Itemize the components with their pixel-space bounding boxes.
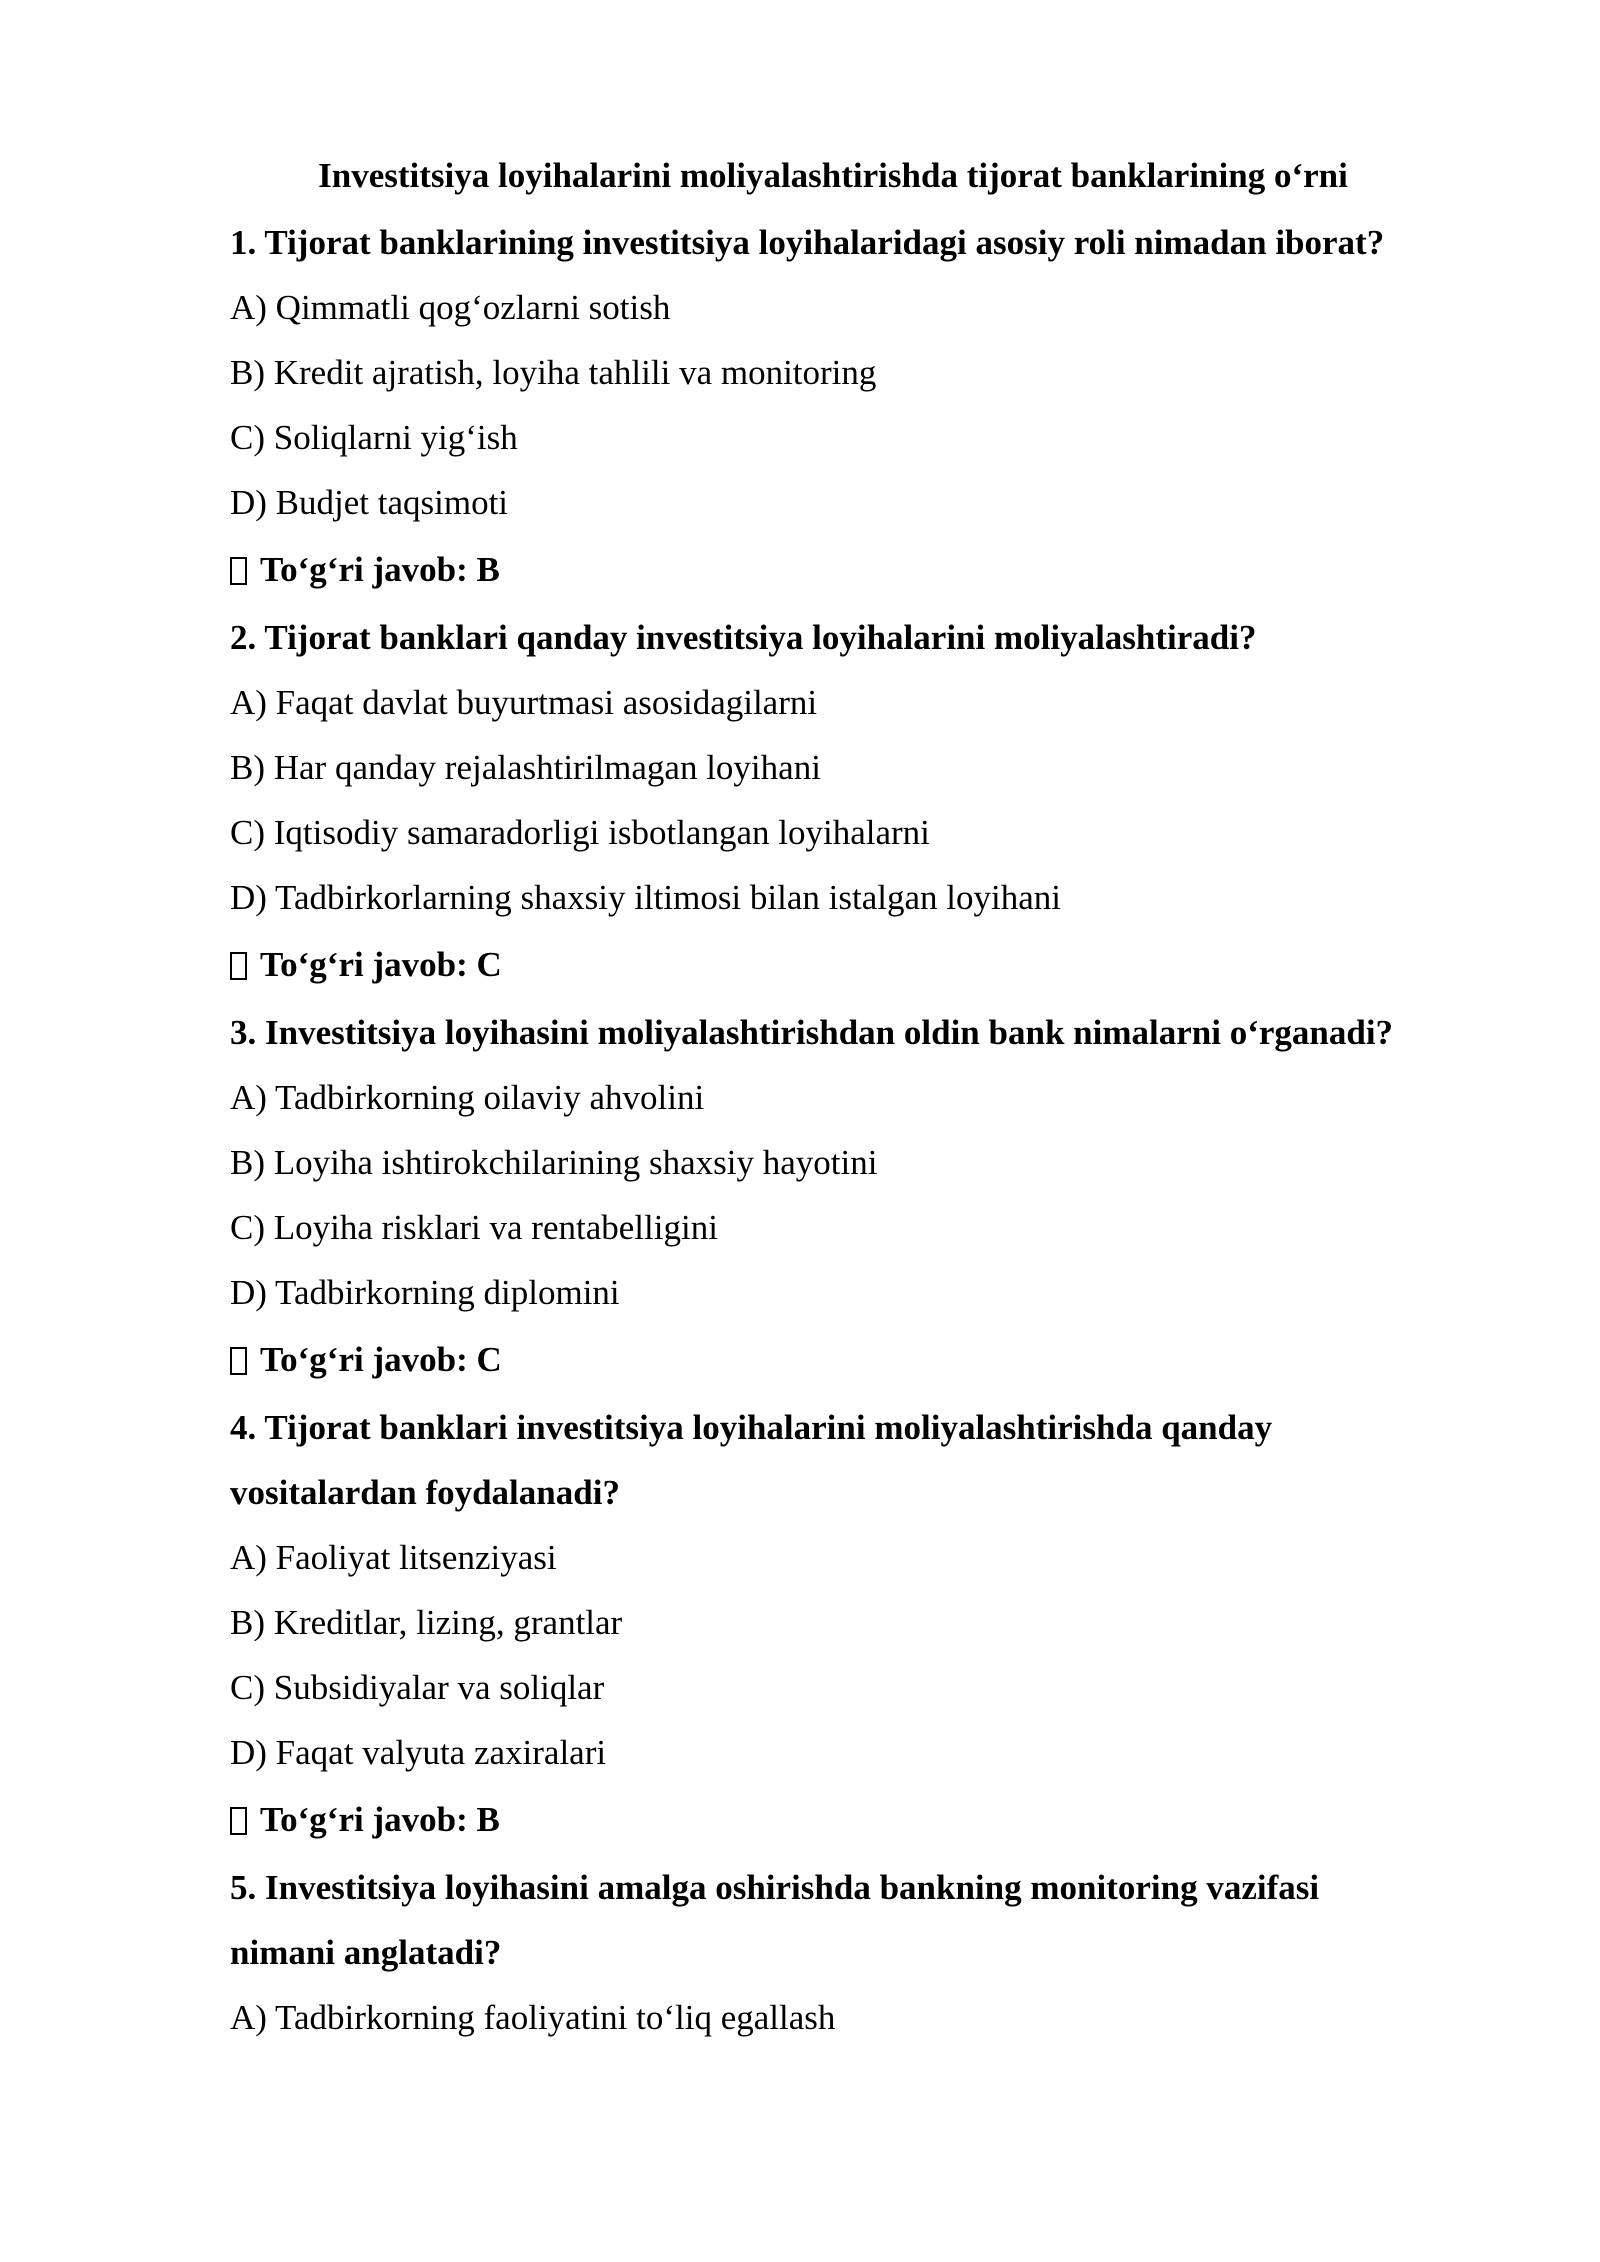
correct-answer — [230, 930, 1490, 1000]
option-b: B) Kredit ajratish, loyiha tahlili va monitoring — [230, 353, 877, 392]
missing-glyph-icon — [230, 952, 247, 980]
option-d: D) Tadbirkorlarning shaxsiy iltimosi bilan istalgan loyihani — [230, 878, 1061, 917]
question-block-4 — [230, 1395, 1490, 1855]
option-d: D) Tadbirkorning diplomini — [230, 1273, 620, 1312]
option-b: B) Kreditlar, lizing, grantlar — [230, 1603, 623, 1642]
question-text-line-1: 5. Investitsiya loyihasini amalga oshirishda bankning monitoring vazifasi — [230, 1868, 1320, 1907]
question-block-5 — [230, 1855, 1490, 2050]
option-d: D) Budjet taqsimoti — [230, 483, 509, 522]
missing-glyph-icon — [230, 557, 247, 585]
question-block-2 — [230, 605, 1490, 1000]
question-text: 2. Tijorat banklari qanday investitsiya loyihalarini moliyalashtiradi? — [230, 618, 1257, 657]
option-c: C) Iqtisodiy samaradorligi isbotlangan loyihalarni — [230, 813, 930, 852]
missing-glyph-icon — [230, 1347, 247, 1375]
correct-answer-text: To‘g‘ri javob: B — [260, 1800, 500, 1839]
option-a: A) Tadbirkorning oilaviy ahvolini — [230, 1078, 705, 1117]
option-a: A) Faqat davlat buyurtmasi asosidagilarni — [230, 683, 818, 722]
question-text-line-1: 4. Tijorat banklari investitsiya loyihalarini moliyalashtirishda qanday — [230, 1408, 1273, 1447]
correct-answer-text: To‘g‘ri javob: B — [260, 550, 500, 589]
correct-answer — [230, 535, 1490, 605]
option-d: D) Faqat valyuta zaxiralari — [230, 1733, 607, 1772]
question-text-line-2: nimani anglatadi? — [230, 1933, 502, 1972]
correct-answer-text: To‘g‘ri javob: C — [260, 1340, 502, 1379]
document-title: Investitsiya loyihalarini moliyalashtirishda tijorat banklarining o‘rni — [318, 156, 1348, 195]
correct-answer-text: To‘g‘ri javob: C — [260, 945, 502, 984]
correct-answer — [230, 1785, 1490, 1855]
option-a: A) Faoliyat litsenziyasi — [230, 1538, 557, 1577]
correct-answer — [230, 1325, 1490, 1395]
option-c: C) Soliqlarni yig‘ish — [230, 418, 518, 457]
option-c: C) Loyiha risklari va rentabelligini — [230, 1208, 718, 1247]
question-block-3 — [230, 1000, 1490, 1395]
question-text: 1. Tijorat banklarining investitsiya loyihalaridagi asosiy roli nimadan iborat? — [230, 223, 1385, 262]
question-block-1 — [230, 210, 1490, 605]
missing-glyph-icon — [230, 1807, 247, 1835]
option-b: B) Loyiha ishtirokchilarining shaxsiy hayotini — [230, 1143, 878, 1182]
quiz-content — [230, 210, 1490, 2050]
option-a: A) Tadbirkorning faoliyatini to‘liq egallash — [230, 1998, 836, 2037]
option-c: C) Subsidiyalar va soliqlar — [230, 1668, 605, 1707]
option-a: A) Qimmatli qog‘ozlarni sotish — [230, 288, 671, 327]
question-text-line-2: vositalardan foydalanadi? — [230, 1473, 620, 1512]
option-b: B) Har qanday rejalashtirilmagan loyihani — [230, 748, 821, 787]
question-text: 3. Investitsiya loyihasini moliyalashtirishdan oldin bank nimalarni o‘rganadi? — [230, 1013, 1394, 1052]
